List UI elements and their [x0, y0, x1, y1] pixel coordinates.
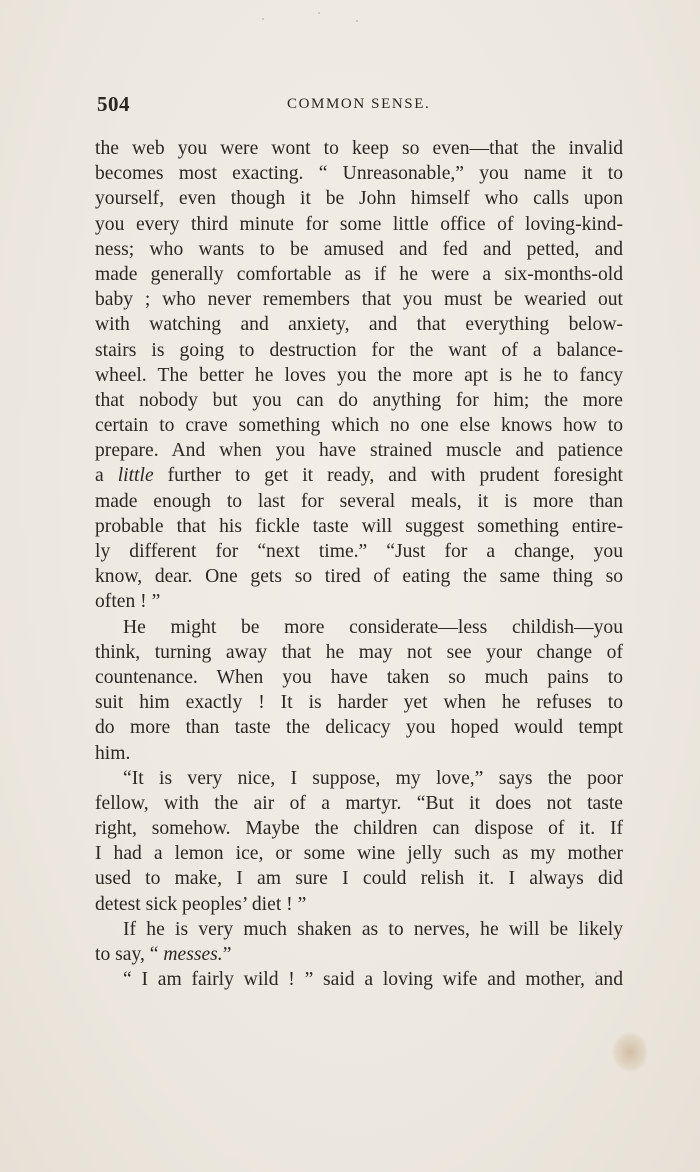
text-line — [95, 438, 623, 463]
line-text: the web you were wont to keep so even—that the invalid — [95, 138, 623, 159]
text-line — [95, 287, 623, 312]
text-line — [95, 161, 623, 186]
line-text: “It is very nice, I suppose, my love,” says the poor — [123, 767, 623, 789]
line-text: know, dear. One gets so tired of eating the same thing so — [95, 566, 623, 588]
line-text-lead: a — [95, 465, 118, 487]
text-line — [95, 312, 623, 337]
body-text — [95, 136, 623, 992]
text-line — [95, 741, 623, 766]
line-text: yourself, even though it be John himself who calls upon — [95, 188, 623, 210]
line-text-lead: to say, “ — [95, 944, 164, 965]
text-line — [95, 866, 623, 891]
paper-speck — [318, 12, 320, 14]
text-line — [95, 363, 623, 388]
line-text: right, somehow. Maybe the children can dispose of it. If — [95, 818, 623, 840]
paper-speck — [356, 20, 358, 22]
line-text: If he is very much shaken as to nerves, he will be likely — [123, 918, 623, 940]
text-line — [95, 463, 623, 488]
text-line — [95, 942, 623, 967]
line-text: suit him exactly ! It is harder yet when he refuses to — [95, 692, 623, 714]
text-line — [95, 589, 623, 614]
text-line — [95, 640, 623, 665]
line-text: ness; who wants to be amused and fed and petted, and — [95, 238, 623, 260]
text-line — [95, 665, 623, 690]
line-text: prepare. And when you have strained muscle and patience — [95, 440, 623, 462]
line-text: him. — [95, 742, 131, 764]
line-text: countenance. When you have taken so much pains to — [95, 666, 623, 688]
line-text: further to get it ready, and with prudent foresight — [153, 465, 623, 487]
line-text: probable that his fickle taste will suggest something entire- — [95, 515, 623, 537]
page-number: 504 — [97, 92, 130, 116]
line-text: wheel. The better he loves you the more apt is he to fancy — [95, 364, 623, 386]
line-text: used to make, I am sure I could relish it. I always did — [95, 868, 623, 890]
text-line — [95, 841, 623, 866]
line-text: think, turning away that he may not see your change of — [95, 641, 623, 663]
text-line — [95, 967, 623, 992]
italic-word: little — [117, 465, 154, 487]
line-text: stairs is going to destruction for the want of a balance- — [95, 339, 623, 361]
text-line — [95, 489, 623, 514]
text-line — [95, 237, 623, 262]
text-line — [95, 186, 623, 211]
text-line — [95, 791, 623, 816]
line-text: “ I am fairly wild ! ” said a loving wife and mother, and — [123, 969, 623, 991]
text-line — [95, 539, 623, 564]
line-text: baby ; who never remembers that you must be wearied out — [95, 289, 623, 311]
text-line — [95, 816, 623, 841]
line-text: made enough to last for several meals, it is more than — [95, 490, 623, 512]
line-text: you every third minute for some little office of loving-kind- — [95, 213, 623, 235]
page-header — [97, 92, 620, 120]
text-line — [95, 892, 623, 917]
line-text: that nobody but you can do anything for him; the more — [95, 389, 623, 411]
text-line — [95, 564, 623, 589]
line-text: fellow, with the air of a martyr. “But it does not taste — [95, 792, 623, 814]
line-text: detest sick peoples’ diet ! ” — [95, 893, 307, 915]
text-line — [95, 262, 623, 287]
line-text: made generally comfortable as if he were a six-months-old — [95, 263, 623, 285]
line-text: certain to crave something which no one else knows how to — [95, 415, 623, 437]
line-text: ” — [222, 944, 232, 965]
paper-speck — [262, 18, 264, 20]
line-text: I had a lemon ice, or some wine jelly such as my mother — [95, 843, 623, 865]
text-line — [95, 388, 623, 413]
text-line — [95, 690, 623, 715]
line-text: ly different for “next time.” “Just for a change, you — [95, 541, 623, 562]
text-line — [95, 212, 623, 237]
text-line — [95, 338, 623, 363]
line-text: with watching and anxiety, and that everything below- — [95, 314, 623, 336]
paper-stain — [612, 1032, 648, 1072]
text-line — [95, 413, 623, 438]
text-line — [95, 917, 623, 942]
text-line — [95, 766, 623, 791]
running-head: COMMON SENSE. — [287, 96, 431, 112]
line-text: becomes most exacting. “ Unreasonable,” you name it to — [95, 163, 623, 185]
line-text: do more than taste the delicacy you hoped would tempt — [95, 717, 623, 739]
text-line — [95, 615, 623, 640]
line-text: He might be more considerate—less childish—you — [123, 616, 623, 638]
text-line — [95, 715, 623, 740]
line-text: often ! ” — [95, 591, 161, 613]
text-line — [95, 136, 623, 161]
text-line — [95, 514, 623, 539]
italic-word: messes. — [163, 944, 223, 965]
